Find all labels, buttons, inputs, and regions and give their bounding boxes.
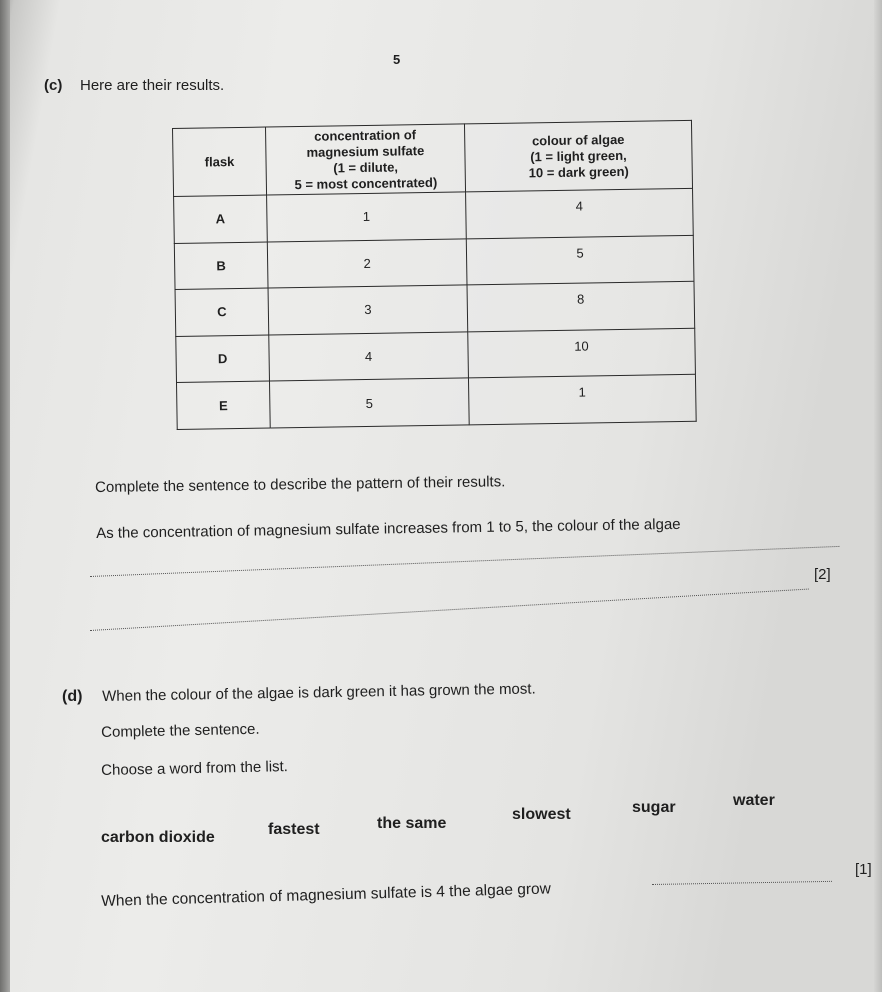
table-row	[177, 375, 697, 430]
flask-cell: C	[175, 288, 269, 336]
colour-cell: 1	[468, 375, 696, 425]
word-option: sugar	[632, 799, 676, 816]
header-colour	[464, 120, 692, 192]
flask-cell: E	[177, 381, 271, 429]
table-row	[174, 188, 694, 243]
results-table	[172, 120, 697, 430]
word-option: water	[733, 792, 775, 809]
colour-cell: 8	[467, 282, 695, 332]
table-row	[176, 328, 696, 383]
colour-cell: 5	[466, 235, 694, 285]
part-c-instruction: Complete the sentence to describe the pattern of their results.	[95, 473, 506, 496]
part-d-instruction-2: Choose a word from the list.	[101, 758, 289, 779]
part-d-instruction-1: Complete the sentence.	[101, 720, 260, 741]
colour-cell: 10	[468, 328, 696, 378]
part-d-marks: [1]	[855, 861, 872, 878]
concentration-cell: 4	[269, 332, 469, 382]
table-row	[174, 235, 694, 290]
concentration-cell: 5	[269, 378, 469, 428]
part-c-label: (c)	[44, 77, 63, 94]
answer-line-3[interactable]	[652, 881, 832, 885]
page-number: 5	[393, 52, 401, 67]
header-conc-line3: (1 = dilute,	[333, 158, 399, 175]
word-option: the same	[377, 815, 447, 832]
answer-line-1[interactable]	[90, 546, 839, 577]
part-d-statement: When the colour of the algae is dark green it has grown the most.	[102, 680, 536, 705]
header-colour-line3: 10 = dark green)	[528, 163, 629, 180]
part-c-sentence-start: As the concentration of magnesium sulfate increases from 1 to 5, the colour of the algae	[96, 515, 681, 542]
word-option: carbon dioxide	[101, 829, 215, 846]
header-flask: flask	[173, 127, 267, 196]
page-shadow-edge	[0, 0, 10, 992]
header-conc-line1: concentration of	[314, 126, 417, 144]
flask-cell: B	[174, 242, 268, 290]
word-option: slowest	[512, 806, 571, 823]
part-d-label: (d)	[62, 688, 83, 705]
part-c-marks: [2]	[814, 566, 831, 583]
flask-cell: D	[176, 335, 270, 383]
concentration-cell: 2	[267, 238, 467, 288]
table-header-row	[173, 120, 693, 196]
header-concentration	[265, 124, 465, 195]
word-option: fastest	[268, 821, 320, 838]
part-c-intro: Here are their results.	[80, 77, 225, 94]
part-d-sentence: When the concentration of magnesium sulfate is 4 the algae grow	[101, 880, 552, 910]
header-colour-line2: (1 = light green,	[530, 147, 627, 164]
table-row	[175, 282, 695, 337]
answer-line-2[interactable]	[90, 589, 809, 631]
header-conc-line4: 5 = most concentrated)	[294, 174, 438, 192]
header-colour-line1: colour of algae	[531, 131, 625, 148]
flask-cell: A	[174, 195, 268, 243]
colour-cell: 4	[466, 188, 694, 238]
header-conc-line2: magnesium sulfate	[306, 142, 425, 160]
page-right-edge	[874, 0, 882, 992]
concentration-cell: 1	[267, 192, 467, 242]
concentration-cell: 3	[268, 285, 468, 335]
